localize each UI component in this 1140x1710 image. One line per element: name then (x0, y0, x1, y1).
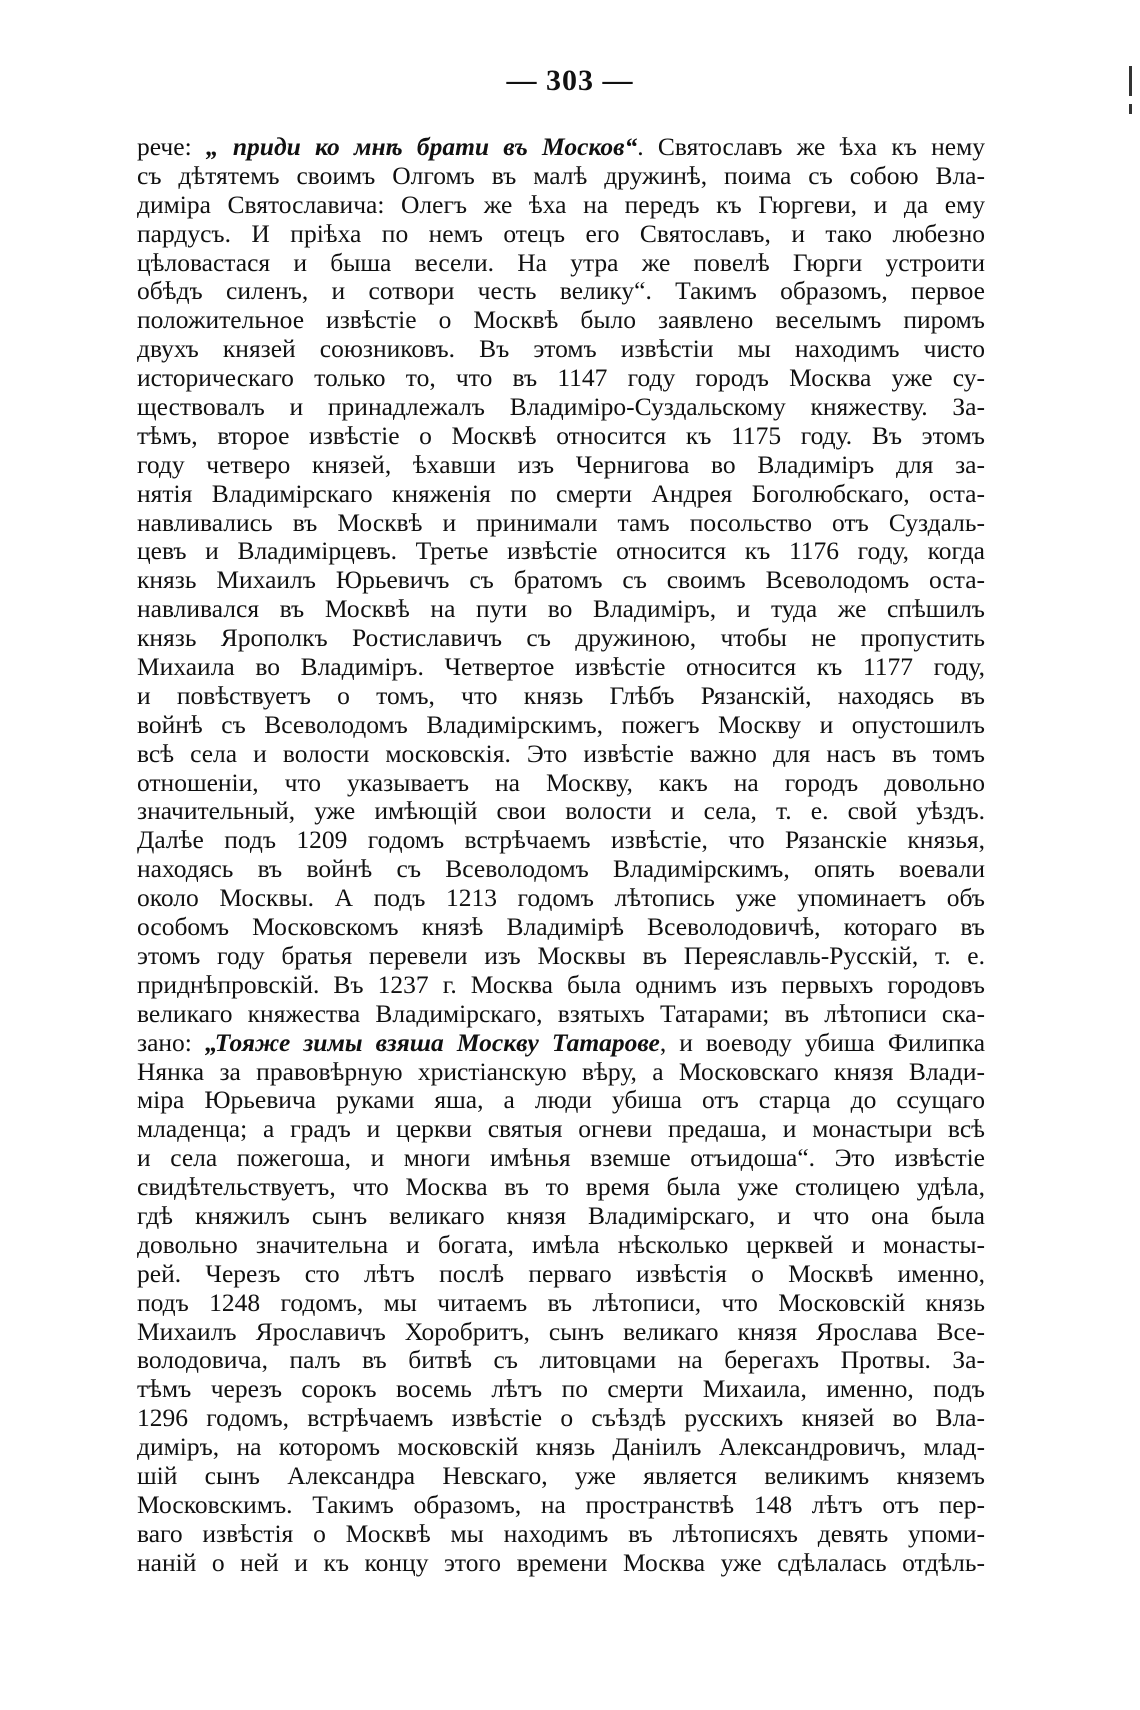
text-line (137, 1000, 985, 1029)
text-segment: князь Михаилъ Юрьевичъ съ братомъ съ своимъ Всеволодомъ оста- (137, 566, 985, 595)
text-line (137, 913, 985, 942)
text-segment: диміръ, на которомъ московскій князь Даніилъ Александровичъ, млад- (137, 1433, 985, 1462)
text-segment: съ дѣтятемъ своимъ Олгомъ въ малѣ дружинѣ, поима съ собою Вла- (137, 161, 985, 190)
scan-edge-mark (1129, 104, 1132, 114)
text-segment: цевъ и Владимірцевъ. Третье извѣстіе относится къ 1176 году, когда (137, 537, 985, 566)
text-segment: навливался въ Москвѣ на пути во Владиміръ, и туда же спѣшилъ (137, 595, 985, 624)
text-segment: ществовалъ и принадлежалъ Владиміро-Суздальскому княжеству. За- (137, 393, 985, 422)
text-segment: князь Ярополкъ Ростиславичъ съ дружиною, чтобы не пропустить (137, 624, 985, 653)
text-segment: историческаго только то, что въ 1147 году городъ Москва уже су- (137, 364, 985, 393)
text-segment: положительное извѣстіе о Москвѣ было заявлено веселымъ пиромъ (137, 306, 985, 335)
text-segment: около Москвы. А подъ 1213 годомъ лѣтопись уже упоминаетъ объ (137, 884, 985, 913)
text-line (137, 711, 985, 740)
text-segment: пардусъ. И пріѣха по немъ отецъ его Святославъ, и тако любезно (137, 219, 985, 248)
text-line (137, 451, 985, 480)
text-line (137, 306, 985, 335)
text-line (137, 942, 985, 971)
text-segment: шій сынъ Александра Невскаго, уже является великимъ княземъ (137, 1461, 985, 1490)
text-line (137, 133, 985, 162)
text-segment: всѣ села и волости московскія. Это извѣстіе важно для насъ въ томъ (137, 739, 985, 768)
text-line (137, 191, 985, 220)
text-line (137, 1289, 985, 1318)
text-segment: гдѣ княжилъ сынъ великаго князя Владимірскаго, и что она была (137, 1201, 985, 1230)
scan-edge-mark (1129, 66, 1132, 96)
text-segment: обѣдъ силенъ, и сотвори честь велику“. Такимъ образомъ, первое (137, 277, 985, 306)
text-line (137, 566, 985, 595)
text-line (137, 1144, 985, 1173)
text-line (137, 971, 985, 1000)
text-line (137, 884, 985, 913)
text-line (137, 1173, 985, 1202)
text-segment: навливались въ Москвѣ и принимали тамъ посольство отъ Суздаль- (137, 508, 985, 537)
text-line (137, 277, 985, 306)
text-line (137, 1231, 985, 1260)
text-segment: двухъ князей союзниковъ. Въ этомъ извѣстіи мы находимъ чисто (137, 335, 985, 364)
text-line (137, 797, 985, 826)
text-line (137, 1491, 985, 1520)
text-line (137, 1520, 985, 1549)
text-segment: тѣмъ, второе извѣстіе о Москвѣ относится къ 1175 году. Въ этомъ (137, 421, 985, 450)
text-line (137, 1346, 985, 1375)
text-line (137, 1202, 985, 1231)
text-segment: и повѣствуетъ о томъ, что князь Глѣбъ Рязанскій, находясь въ (137, 681, 985, 710)
text-segment: этомъ году братья перевели изъ Москвы въ Переяславль-Русскій, т. е. (137, 941, 985, 970)
text-segment: . Святославъ же ѣха къ нему (637, 133, 985, 161)
quoted-chronicle-text: „ приди ко мнѣ брати въ Москов“ (205, 133, 638, 161)
text-segment: Нянка за правовѣрную христіанскую вѣру, а Московскаго князя Влади- (137, 1057, 985, 1086)
text-line (137, 1086, 985, 1115)
text-segment: младенца; а градъ и церкви святыя огневи предаша, и монастыри всѣ (137, 1115, 985, 1144)
text-line (137, 1433, 985, 1462)
text-segment: Московскимъ. Такимъ образомъ, на пространствѣ 148 лѣтъ отъ пер- (137, 1490, 985, 1519)
text-line (137, 480, 985, 509)
text-segment: міра Юрьевича руками яша, а люди убиша отъ старца до ссущаго (137, 1086, 985, 1115)
text-line (137, 1549, 985, 1578)
text-line (137, 422, 985, 451)
text-line (137, 1462, 985, 1491)
text-segment: и села пожегоша, и многи имѣнья вземше отъидоша“. Это извѣстіе (137, 1144, 985, 1173)
text-line (137, 740, 985, 769)
text-line (137, 1260, 985, 1289)
text-line (137, 393, 985, 422)
text-segment: рей. Черезъ сто лѣтъ послѣ перваго извѣстія о Москвѣ именно, (137, 1259, 985, 1288)
quoted-chronicle-text: „Тояже зимы взяша Москву Татарове (204, 1028, 660, 1057)
text-line (137, 653, 985, 682)
text-line (137, 826, 985, 855)
text-segment: находясь въ войнѣ съ Всеволодомъ Владимірскимъ, опять воевали (137, 855, 985, 884)
text-segment: особомъ Московскомъ князѣ Владимірѣ Всеволодовичѣ, котораго въ (137, 913, 985, 942)
text-segment: довольно значительна и богата, имѣла нѣсколько церквей и монасты- (137, 1230, 985, 1259)
text-segment: свидѣтельствуетъ, что Москва въ то время была уже столицею удѣла, (137, 1173, 985, 1202)
text-line (137, 1318, 985, 1347)
text-line (137, 1375, 985, 1404)
text-line (137, 1058, 985, 1087)
text-segment: 1296 годомъ, встрѣчаемъ извѣстіе о съѣздѣ русскихъ князей во Вла- (137, 1404, 985, 1433)
text-segment: великаго княжества Владимірскаго, взятыхъ Татарами; въ лѣтописи ска- (137, 999, 985, 1028)
text-segment: Михаилъ Ярославичъ Хоробритъ, сынъ великаго князя Ярослава Все- (137, 1317, 985, 1346)
text-line (137, 220, 985, 249)
text-line (137, 1404, 985, 1433)
text-segment: тѣмъ черезъ сорокъ восемь лѣтъ по смерти Михаила, именно, подъ (137, 1375, 985, 1404)
text-segment: отношеніи, что указываетъ на Москву, какъ на городъ довольно (137, 768, 985, 797)
text-line (137, 682, 985, 711)
text-line (137, 1029, 985, 1058)
text-line (137, 769, 985, 798)
text-line (137, 1115, 985, 1144)
text-line (137, 364, 985, 393)
text-segment: , и воеводу убиша Филипка (659, 1028, 985, 1057)
text-segment: володовича, палъ въ битвѣ съ литовцами на берегахъ Протвы. За- (137, 1346, 985, 1375)
text-segment: подъ 1248 годомъ, мы читаемъ въ лѣтописи, что Московскій князь (137, 1288, 985, 1317)
text-line (137, 335, 985, 364)
text-line (137, 509, 985, 538)
text-line (137, 624, 985, 653)
text-segment: рече: (137, 133, 206, 161)
text-line (137, 855, 985, 884)
text-line (137, 595, 985, 624)
text-segment: войнѣ съ Всеволодомъ Владимірскимъ, пожегъ Москву и опустошилъ (137, 710, 985, 739)
text-body (137, 133, 985, 1578)
text-segment: ваго извѣстія о Москвѣ мы находимъ въ лѣтописяхъ девять упоми- (137, 1519, 985, 1548)
text-segment: значительный, уже имѣющій свои волости и села, т. е. свой уѣздъ. (137, 797, 985, 826)
text-segment: цѣловастася и быша весели. На утра же повелѣ Гюрги устроити (137, 248, 985, 277)
text-line (137, 537, 985, 566)
text-segment: нятія Владимірскаго княженія по смерти Андрея Боголюбскаго, оста- (137, 479, 985, 508)
text-segment: году четверо князей, ѣхавши изъ Чернигова во Владиміръ для за- (137, 450, 985, 479)
page-number: — 303 — (506, 64, 634, 97)
text-segment: наній о ней и къ концу этого времени Москва уже сдѣлалась отдѣль- (137, 1548, 985, 1577)
text-line (137, 162, 985, 191)
text-segment: Михаила во Владиміръ. Четвертое извѣстіе относится къ 1177 году, (137, 653, 985, 682)
text-line (137, 249, 985, 278)
text-segment: Далѣе подъ 1209 годомъ встрѣчаемъ извѣстіе, что Рязанскіе князья, (137, 826, 985, 855)
text-segment: зано: (137, 1028, 205, 1057)
text-segment: приднѣпровскій. Въ 1237 г. Москва была однимъ изъ первыхъ городовъ (137, 970, 985, 999)
text-segment: диміра Святославича: Олегъ же ѣха на передъ къ Гюргеви, и да ему (137, 190, 985, 219)
